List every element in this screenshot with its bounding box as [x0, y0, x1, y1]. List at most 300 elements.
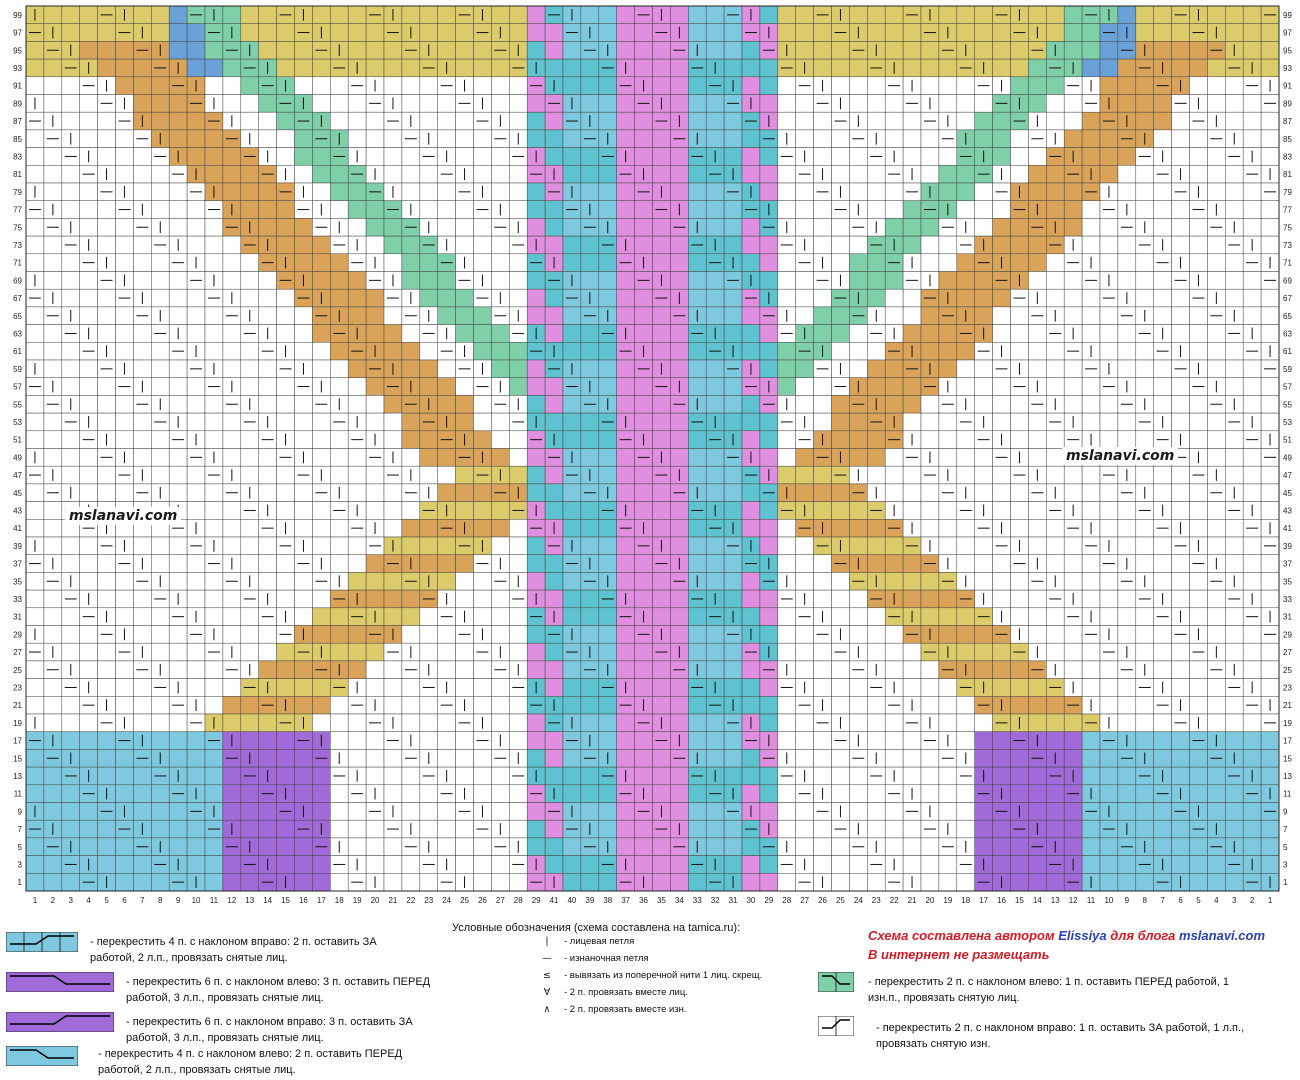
row-label-right: 1 [1283, 878, 1288, 887]
chart-cell [957, 537, 975, 555]
row-label-right: 5 [1283, 843, 1288, 852]
chart-cell [939, 679, 957, 697]
chart-cell [402, 856, 420, 874]
chart-cell [832, 413, 850, 431]
chart-cell [975, 803, 993, 821]
chart-cell [402, 148, 420, 166]
chart-cell [241, 466, 259, 484]
chart-cell [456, 856, 474, 874]
chart-cell [581, 803, 599, 821]
chart-cell [993, 130, 1011, 148]
chart-cell [312, 6, 330, 24]
chart-cell [1028, 59, 1046, 77]
chart-cell [187, 572, 205, 590]
chart-cell [975, 24, 993, 42]
chart-cell [1154, 572, 1172, 590]
chart-cell [1082, 395, 1100, 413]
chart-cell [832, 148, 850, 166]
chart-cell [509, 289, 527, 307]
chart-cell [724, 41, 742, 59]
chart-cell [1118, 148, 1136, 166]
chart-cell [885, 95, 903, 113]
chart-cell [438, 112, 456, 130]
chart-cell [635, 590, 653, 608]
chart-cell [581, 856, 599, 874]
chart-cell [1046, 732, 1064, 750]
chart-cell [957, 466, 975, 484]
chart-cell [474, 590, 492, 608]
chart-cell [1261, 59, 1279, 77]
chart-cell [259, 307, 277, 325]
chart-cell [796, 838, 814, 856]
chart-cell [348, 130, 366, 148]
chart-cell [133, 6, 151, 24]
chart-cell [1136, 466, 1154, 484]
chart-cell [402, 431, 420, 449]
chart-cell [26, 519, 44, 537]
chart-cell [26, 77, 44, 95]
chart-cell [688, 112, 706, 130]
chart-cell [670, 77, 688, 95]
chart-cell [1225, 732, 1243, 750]
chart-cell [277, 148, 295, 166]
row-label-left: 93 [13, 64, 22, 73]
chart-cell [885, 555, 903, 573]
chart-cell [456, 112, 474, 130]
chart-cell [1261, 767, 1279, 785]
chart-cell [688, 254, 706, 272]
chart-cell [742, 59, 760, 77]
chart-cell [312, 679, 330, 697]
row-label-right: 39 [1283, 542, 1292, 551]
chart-cell [867, 431, 885, 449]
chart-cell [670, 165, 688, 183]
chart-cell [885, 803, 903, 821]
chart-cell [187, 466, 205, 484]
chart-cell [241, 519, 259, 537]
chart-cell [98, 679, 116, 697]
chart-cell [26, 679, 44, 697]
chart-cell [939, 360, 957, 378]
chart-cell [223, 431, 241, 449]
chart-cell [706, 395, 724, 413]
chart-cell [277, 856, 295, 874]
chart-cell [98, 236, 116, 254]
chart-cell [1082, 838, 1100, 856]
chart-cell [832, 59, 850, 77]
chart-cell [903, 395, 921, 413]
chart-cell [420, 519, 438, 537]
chart-cell [832, 519, 850, 537]
chart-cell [527, 272, 545, 290]
chart-cell [259, 714, 277, 732]
chart-cell [706, 41, 724, 59]
chart-cell [169, 803, 187, 821]
chart-cell [903, 307, 921, 325]
chart-cell [688, 378, 706, 396]
chart-cell [1190, 307, 1208, 325]
chart-cell [1225, 555, 1243, 573]
chart-cell [491, 803, 509, 821]
chart-cell [617, 183, 635, 201]
chart-cell [98, 572, 116, 590]
chart-cell [975, 838, 993, 856]
chart-cell [653, 484, 671, 502]
chart-cell [366, 732, 384, 750]
chart-cell [545, 732, 563, 750]
chart-cell [527, 572, 545, 590]
chart-cell [1190, 431, 1208, 449]
chart-cell [1243, 95, 1261, 113]
chart-cell [903, 661, 921, 679]
chart-cell [223, 679, 241, 697]
chart-cell [1118, 626, 1136, 644]
chart-cell [1011, 661, 1029, 679]
chart-cell [1190, 838, 1208, 856]
chart-cell [527, 803, 545, 821]
chart-cell [187, 555, 205, 573]
chart-cell [420, 24, 438, 42]
row-label-left: 81 [13, 170, 22, 179]
chart-cell [1261, 661, 1279, 679]
chart-cell [653, 873, 671, 891]
chart-cell [80, 201, 98, 219]
chart-cell [1118, 413, 1136, 431]
chart-cell [187, 395, 205, 413]
chart-cell [670, 519, 688, 537]
chart-cell [223, 77, 241, 95]
chart-cell [330, 626, 348, 644]
chart-cell [241, 643, 259, 661]
chart-cell [151, 696, 169, 714]
chart-cell [849, 679, 867, 697]
row-label-left: 59 [13, 365, 22, 374]
chart-cell [849, 6, 867, 24]
chart-cell [724, 236, 742, 254]
chart-cell [116, 749, 134, 767]
chart-cell [456, 555, 474, 573]
chart-cell [44, 856, 62, 874]
chart-cell [348, 838, 366, 856]
chart-cell [1118, 873, 1136, 891]
chart-cell [98, 59, 116, 77]
chart-cell [98, 749, 116, 767]
chart-cell [653, 749, 671, 767]
chart-cell [241, 6, 259, 24]
chart-cell [1207, 696, 1225, 714]
row-label-left: 67 [13, 294, 22, 303]
chart-cell [438, 555, 456, 573]
chart-cell [205, 838, 223, 856]
chart-cell [259, 484, 277, 502]
chart-cell [295, 873, 313, 891]
chart-cell [1011, 165, 1029, 183]
chart-cell [205, 608, 223, 626]
chart-cell [939, 325, 957, 343]
chart-cell [1207, 502, 1225, 520]
chart-cell [420, 6, 438, 24]
chart-cell [277, 236, 295, 254]
chart-cell [975, 201, 993, 219]
chart-cell [205, 41, 223, 59]
chart-cell [814, 820, 832, 838]
chart-cell [1011, 696, 1029, 714]
chart-cell [348, 218, 366, 236]
chart-cell [1243, 6, 1261, 24]
chart-cell [1064, 130, 1082, 148]
chart-cell [957, 803, 975, 821]
chart-cell [527, 24, 545, 42]
chart-cell [688, 272, 706, 290]
chart-cell [384, 590, 402, 608]
chart-cell [241, 360, 259, 378]
chart-cell [814, 24, 832, 42]
chart-cell [330, 342, 348, 360]
chart-cell [1046, 95, 1064, 113]
chart-cell [62, 714, 80, 732]
chart-cell [348, 272, 366, 290]
chart-cell [259, 572, 277, 590]
chart-cell [563, 785, 581, 803]
chart-cell [402, 714, 420, 732]
chart-cell [1243, 820, 1261, 838]
chart-cell [402, 342, 420, 360]
chart-cell [295, 749, 313, 767]
chart-cell [1172, 130, 1190, 148]
chart-cell [509, 272, 527, 290]
chart-cell [832, 431, 850, 449]
chart-cell [778, 873, 796, 891]
chart-cell [653, 785, 671, 803]
chart-cell [474, 785, 492, 803]
chart-cell [491, 59, 509, 77]
chart-cell [295, 608, 313, 626]
chart-cell [295, 148, 313, 166]
chart-cell [706, 714, 724, 732]
chart-cell [1028, 148, 1046, 166]
chart-cell [420, 803, 438, 821]
chart-cell [80, 572, 98, 590]
chart-cell [259, 24, 277, 42]
chart-cell [509, 537, 527, 555]
chart-cell [509, 183, 527, 201]
chart-cell [62, 820, 80, 838]
chart-cell [903, 820, 921, 838]
chart-cell [921, 254, 939, 272]
chart-cell [116, 679, 134, 697]
chart-cell [62, 626, 80, 644]
chart-cell [80, 360, 98, 378]
chart-cell [957, 714, 975, 732]
chart-cell [760, 519, 778, 537]
chart-cell [187, 749, 205, 767]
chart-cell [688, 95, 706, 113]
chart-cell [1100, 431, 1118, 449]
chart-cell [796, 820, 814, 838]
chart-cell [599, 714, 617, 732]
chart-cell [80, 749, 98, 767]
chart-cell [456, 820, 474, 838]
chart-cell [223, 95, 241, 113]
chart-cell [653, 696, 671, 714]
row-label-right: 15 [1283, 754, 1292, 763]
chart-cell [1082, 555, 1100, 573]
chart-cell [993, 767, 1011, 785]
chart-cell [438, 466, 456, 484]
chart-cell [169, 201, 187, 219]
chart-cell [1046, 360, 1064, 378]
chart-cell [885, 537, 903, 555]
chart-cell [1207, 254, 1225, 272]
chart-cell [205, 148, 223, 166]
row-label-right: 9 [1283, 807, 1288, 816]
chart-cell [885, 395, 903, 413]
chart-cell [688, 696, 706, 714]
chart-cell [778, 449, 796, 467]
chart-cell [563, 679, 581, 697]
chart-cell [116, 572, 134, 590]
chart-cell [688, 360, 706, 378]
chart-cell [778, 342, 796, 360]
chart-cell [1082, 59, 1100, 77]
chart-cell [223, 873, 241, 891]
chart-cell [312, 626, 330, 644]
chart-cell [151, 785, 169, 803]
chart-cell [151, 95, 169, 113]
chart-cell [151, 201, 169, 219]
chart-cell [116, 342, 134, 360]
chart-cell [957, 95, 975, 113]
chart-cell [420, 643, 438, 661]
chart-cell [98, 643, 116, 661]
chart-cell [366, 41, 384, 59]
chart-cell [420, 165, 438, 183]
chart-cell [402, 165, 420, 183]
chart-cell [312, 431, 330, 449]
chart-cell [491, 714, 509, 732]
chart-cell [635, 732, 653, 750]
chart-cell [867, 378, 885, 396]
chart-cell [259, 130, 277, 148]
chart-cell [885, 272, 903, 290]
chart-cell [277, 112, 295, 130]
chart-cell [921, 873, 939, 891]
chart-cell [26, 325, 44, 343]
chart-cell [330, 378, 348, 396]
chart-cell [1028, 767, 1046, 785]
chart-cell [1046, 537, 1064, 555]
chart-cell [1261, 413, 1279, 431]
chart-cell [599, 95, 617, 113]
chart-cell [1261, 325, 1279, 343]
chart-cell [545, 201, 563, 219]
chart-cell [80, 484, 98, 502]
chart-cell [1011, 77, 1029, 95]
chart-cell [527, 838, 545, 856]
chart-cell [277, 661, 295, 679]
row-label-right: 13 [1283, 772, 1292, 781]
chart-cell [903, 838, 921, 856]
chart-cell [975, 130, 993, 148]
chart-cell [563, 696, 581, 714]
chart-cell [867, 643, 885, 661]
chart-cell [975, 378, 993, 396]
chart-cell [1225, 342, 1243, 360]
chart-cell [653, 661, 671, 679]
chart-cell [402, 360, 420, 378]
chart-cell [527, 395, 545, 413]
chart-cell [62, 608, 80, 626]
chart-cell [849, 537, 867, 555]
chart-cell [1100, 502, 1118, 520]
chart-cell [169, 6, 187, 24]
chart-cell [688, 77, 706, 95]
chart-cell [474, 236, 492, 254]
chart-cell [402, 254, 420, 272]
chart-cell [670, 856, 688, 874]
chart-cell [366, 466, 384, 484]
chart-cell [438, 6, 456, 24]
chart-cell [169, 395, 187, 413]
chart-cell [563, 767, 581, 785]
chart-cell [44, 254, 62, 272]
chart-cell [80, 537, 98, 555]
chart-cell [205, 342, 223, 360]
chart-cell [814, 661, 832, 679]
chart-cell [241, 378, 259, 396]
chart-cell [867, 803, 885, 821]
chart-cell [1028, 342, 1046, 360]
chart-cell [957, 555, 975, 573]
chart-cell [151, 289, 169, 307]
chart-cell [62, 254, 80, 272]
chart-cell [456, 289, 474, 307]
chart-cell [151, 555, 169, 573]
chart-cell [867, 254, 885, 272]
chart-cell [474, 130, 492, 148]
chart-cell [975, 714, 993, 732]
chart-cell [1190, 165, 1208, 183]
chart-cell [599, 643, 617, 661]
chart-cell [1082, 307, 1100, 325]
chart-cell [456, 643, 474, 661]
chart-cell [1064, 803, 1082, 821]
chart-cell [545, 767, 563, 785]
chart-cell [527, 449, 545, 467]
chart-cell [169, 289, 187, 307]
chart-cell [1118, 77, 1136, 95]
chart-cell [348, 643, 366, 661]
chart-cell [670, 785, 688, 803]
chart-cell [581, 77, 599, 95]
chart-cell [832, 661, 850, 679]
chart-cell [617, 626, 635, 644]
chart-cell [1261, 289, 1279, 307]
chart-cell [348, 41, 366, 59]
chart-cell [1207, 714, 1225, 732]
chart-cell [653, 148, 671, 166]
chart-cell [1207, 856, 1225, 874]
chart-cell [402, 696, 420, 714]
chart-cell [456, 767, 474, 785]
chart-cell [491, 590, 509, 608]
chart-cell [1190, 130, 1208, 148]
chart-cell [599, 785, 617, 803]
chart-cell [259, 643, 277, 661]
chart-cell [205, 873, 223, 891]
chart-cell [312, 360, 330, 378]
chart-cell [1154, 661, 1172, 679]
